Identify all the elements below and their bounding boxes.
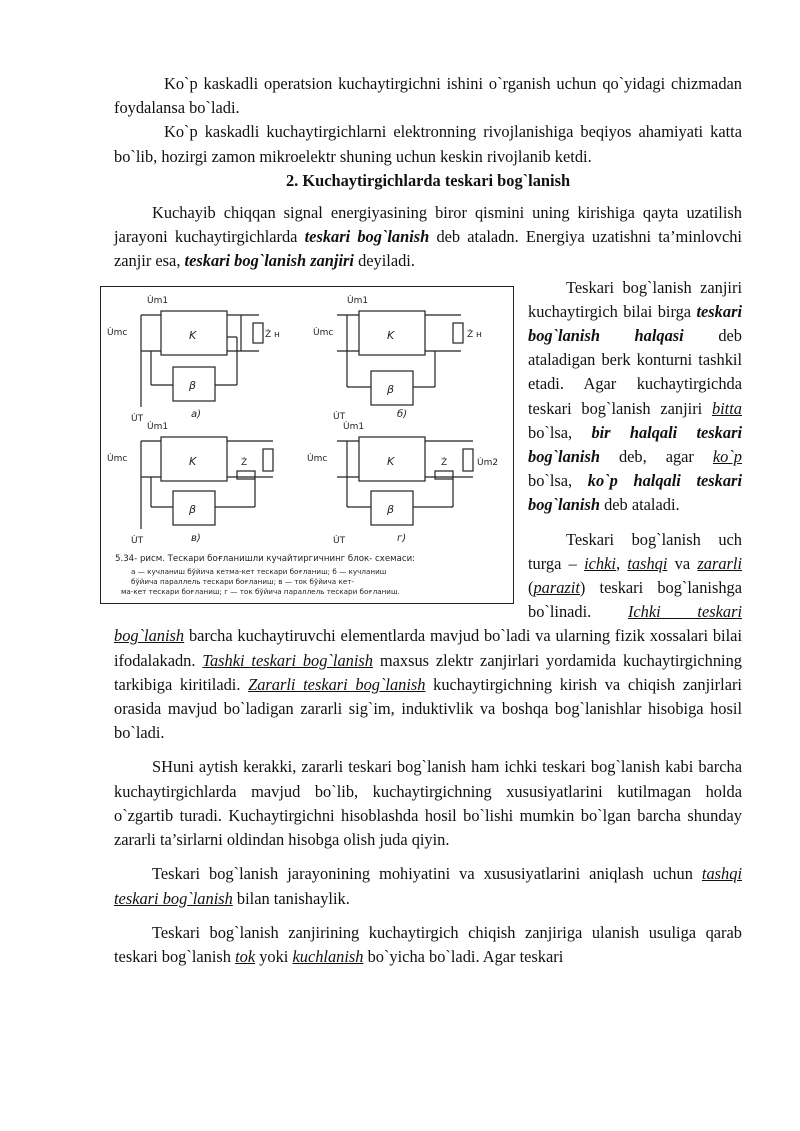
types-paragraph: Teskari bog`lanish uch turga – ichki, tashqi va zararli (parazit) teskari bog`lanishga bo`linadi. Ichki teskari bog`lanish barcha kuchaytiruvchi elementlarda mavjud bo`ladi va ularning fizik xossalari bilai ifodalakadn. Tashki teskari bog`lanish maxsus zlektr zanjirlari yordamida kuchaytirgichning tarkibiga kiritiladi. Zararli teskari bog`lanish kuchaytirgichning kirish va chiqish zanjirlari orasida mavjud bo`ladigan zararli sig`im, induktivlik va boshqa bog`lanishlar hisobiga hosil bo`ladi. xyxy=(114,529,743,743)
block-diagram-svg xyxy=(101,287,513,603)
definition-paragraph: Kuchayib chiqqan signal energiyasining biror qismini uning kirishiga qayta uzatilish jarayoni kuchaytirgichlarda teskari bog`lanish deb ataladn. Energiya uzatishni ta’minlovchi zanjir esa, teskari bog`lanish zanjiri deyiladi. xyxy=(114,203,742,271)
feedback-block-diagram-figure xyxy=(100,286,514,604)
label-panel-b: б) xyxy=(397,408,408,420)
label-zn-b: Ż н xyxy=(467,329,482,340)
figure-caption xyxy=(115,554,415,596)
mohiyat-paragraph: Teskari bog`lanish jarayonining mohiyatini va xususiyatlarini aniqlash uchun tashqi teskari bog`lanish bilan tanishaylik. xyxy=(114,864,742,908)
label-beta-v: β xyxy=(189,502,197,516)
label-k-g: K xyxy=(387,454,395,468)
section-title: 2. Kuchaytirgichlarda teskari bog`lanish xyxy=(285,170,571,190)
label-beta-a: β xyxy=(189,378,197,392)
label-k-b: K xyxy=(387,328,395,342)
label-um1-v: U̇m1 xyxy=(147,421,169,432)
label-z-g: Ż xyxy=(441,457,448,468)
label-z-v: Ż xyxy=(241,457,248,468)
label-um2-g: U̇m2 xyxy=(477,457,499,468)
label-um1-a: U̇m1 xyxy=(147,295,169,306)
label-k-a: K xyxy=(189,328,197,342)
label-um1-g: U̇m1 xyxy=(343,421,365,432)
connection-paragraph: Teskari bog`lanish zanjirining kuchaytirgich chiqish zanjiriga ulanish usuliga qarab teskari bog`lanish tok yoki kuchlanish bo`yicha bo`ladi. Agar teskari xyxy=(114,922,742,966)
label-beta-g: β xyxy=(387,502,395,516)
label-panel-a: a) xyxy=(191,408,202,420)
shuni-paragraph: SHuni aytish kerakki, zararli teskari bog`lanish ham ichki teskari bog`lanish kabi barcha kuchaytirgichlarda mavjud bo`lib, kuchaytirgichning xususiyatlarini kutilmagan holda o`zgartib turadi. Kuchaytirgichni hisoblashda hosil bo`lishi mumkin bo`lgan barcha shunday zararli ta’sirlarni oldindan hisobga olish juda qiyin. xyxy=(114,757,742,850)
label-umc-b: U̇mc xyxy=(313,327,334,338)
panel-v xyxy=(107,420,273,546)
caption-title: 5.34- рисм. Тескари боғланишли кучайтиргичнинг блок- схемаси: xyxy=(115,553,416,564)
label-zn-a: Ż н xyxy=(265,329,280,340)
caption-line-3: ма-кет тескари боғланиш; г — ток бўйича параллель тескари боғланиш. xyxy=(121,586,400,596)
intro-paragraph-2: Ko`p kaskadli kuchaytirgichlarni elektronning rivojlanishiga beqiyos ahamiyati katta bo`lib, hozirgi zamon mikroelektr shuning uchun keskin rivojlanib ketdi. xyxy=(114,122,742,166)
label-panel-g: г) xyxy=(397,532,407,544)
panel-b xyxy=(313,294,482,422)
caption-line-2: бўйича параллель тескари боғланиш; в — ток бўйича кет- xyxy=(131,576,355,586)
caption-line-1: а — кучланиш бўйича кетма-кет тескари боғланиш; б — кучланиш xyxy=(131,566,387,576)
label-ut-v: U̇T xyxy=(131,535,144,546)
loop-paragraph: Teskari bog`lanish zanjiri kuchaytirgich bilai birga teskari bog`lanish halqasi deb ataladigan berk konturni tashkil etadi. Agar kuchaytirgichda teskari bog`lanish zanjiri bitta bo`lsa, bir halqali teskari bog`lanish deb, agar ko`p bo`lsa, ko`p halqali teskari bog`lanish deb ataladi. xyxy=(528,277,743,515)
panel-a xyxy=(107,294,280,424)
label-ut-b: U̇T xyxy=(333,411,346,422)
panel-g xyxy=(307,420,498,546)
label-beta-b: β xyxy=(387,382,395,396)
label-umc-a: U̇mc xyxy=(107,327,128,338)
document-page xyxy=(107,72,743,969)
label-k-v: K xyxy=(189,454,197,468)
label-ut-a: U̇T xyxy=(131,413,144,424)
label-um1-b: U̇m1 xyxy=(347,295,369,306)
label-umc-v: U̇mc xyxy=(107,453,128,464)
intro-paragraph-1: Ko`p kaskadli operatsion kuchaytirgichni ishini o`rganish uchun qo`yidagi chizmadan foydalansa bo`ladi. xyxy=(114,74,742,118)
label-umc-g: U̇mc xyxy=(307,453,328,464)
label-panel-v: в) xyxy=(191,532,201,544)
label-ut-g: U̇T xyxy=(333,535,346,546)
